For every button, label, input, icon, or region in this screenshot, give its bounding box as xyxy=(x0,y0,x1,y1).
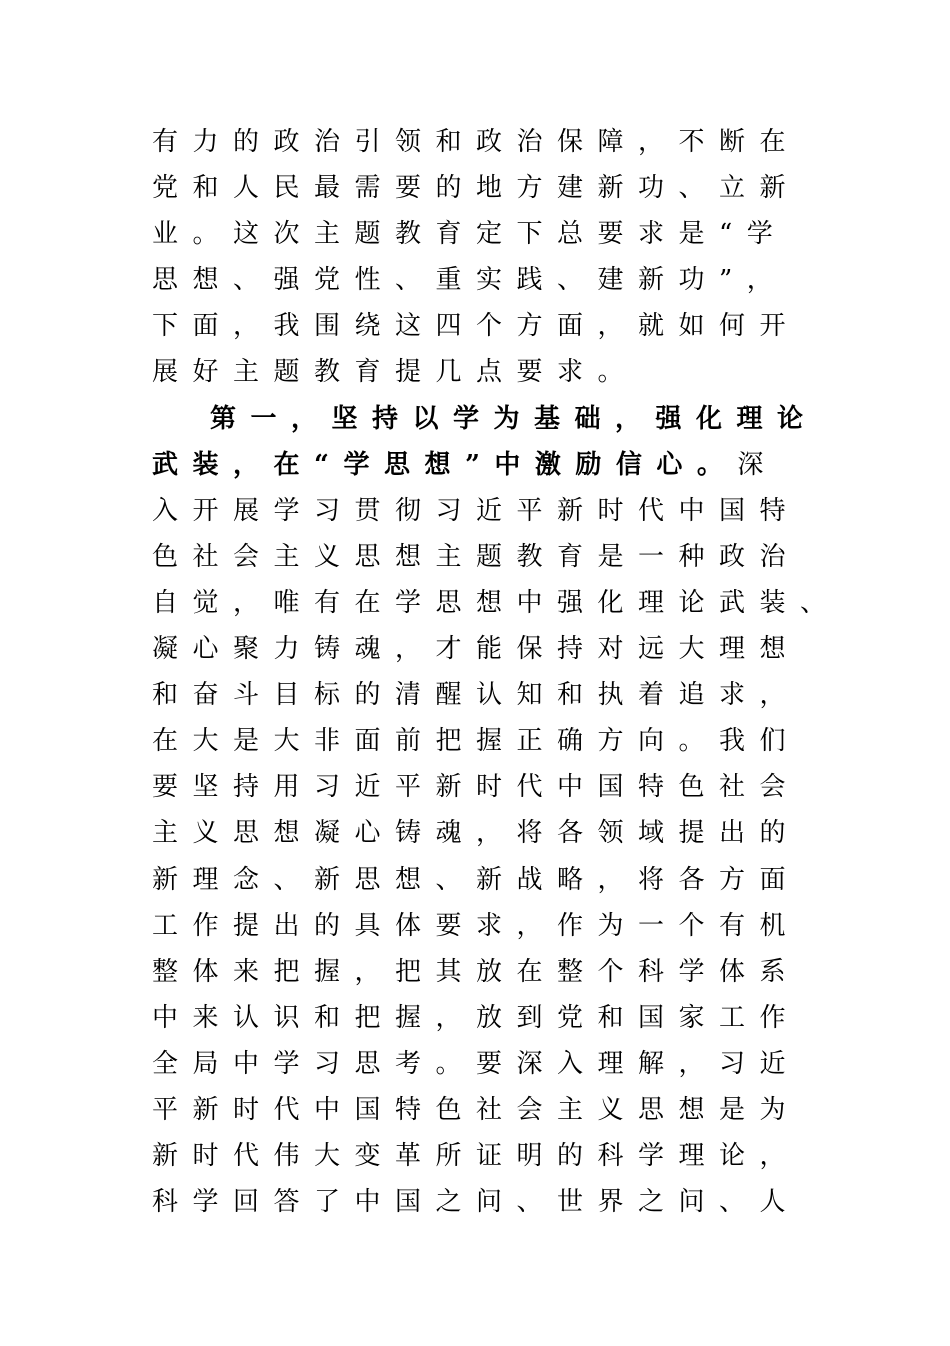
text-line: 工作提出的具体要求，作为一个有机 xyxy=(152,910,801,941)
text-line: 新理念、新思想、新战略，将各方面 xyxy=(152,864,801,895)
text-line: 主义思想凝心铸魂，将各领域提出的 xyxy=(152,818,801,849)
heading-tail-text: 深 xyxy=(737,449,778,480)
text-line: 科学回答了中国之问、世界之问、人 xyxy=(152,1187,801,1218)
text-line: 业。这次主题教育定下总要求是“学 xyxy=(152,219,788,250)
text-line: 和奋斗目标的清醒认知和执着追求， xyxy=(152,680,801,711)
section-heading-line-2 xyxy=(152,442,792,488)
text-line: 入开展学习贯彻习近平新时代中国特 xyxy=(152,495,801,526)
text-line: 全局中学习思考。要深入理解，习近 xyxy=(152,1048,801,1079)
text-line: 思想、强党性、重实践、建新功”， xyxy=(152,265,788,296)
text-line: 整体来把握，把其放在整个科学体系 xyxy=(152,956,801,987)
text-line: 要坚持用习近平新时代中国特色社会 xyxy=(152,772,801,803)
text-line: 下面，我围绕这四个方面，就如何开 xyxy=(152,311,801,342)
text-line: 平新时代中国特色社会主义思想是为 xyxy=(152,1094,801,1125)
section-heading-text: 武装，在“学思想”中激励信心。 xyxy=(152,449,738,480)
text-line: 凝心聚力铸魂，才能保持对远大理想 xyxy=(152,634,801,665)
text-line: 色社会主义思想主题教育是一种政治 xyxy=(152,541,801,572)
document-body xyxy=(152,119,841,1225)
text-line: 展好主题教育提几点要求。 xyxy=(152,357,639,388)
text-line: 新时代伟大变革所证明的科学理论， xyxy=(152,1141,801,1172)
section-heading-line-1: 第一，坚持以学为基础，强化理论 xyxy=(210,403,818,434)
text-line: 有力的政治引领和政治保障，不断在 xyxy=(152,127,801,157)
text-line: 中来认识和把握，放到党和国家工作 xyxy=(152,1002,801,1033)
text-line: 党和人民最需要的地方建新功、立新 xyxy=(152,173,801,204)
text-line: 自觉，唯有在学思想中强化理论武装、 xyxy=(152,587,841,618)
text-line: 在大是大非面前把握正确方向。我们 xyxy=(152,726,801,757)
